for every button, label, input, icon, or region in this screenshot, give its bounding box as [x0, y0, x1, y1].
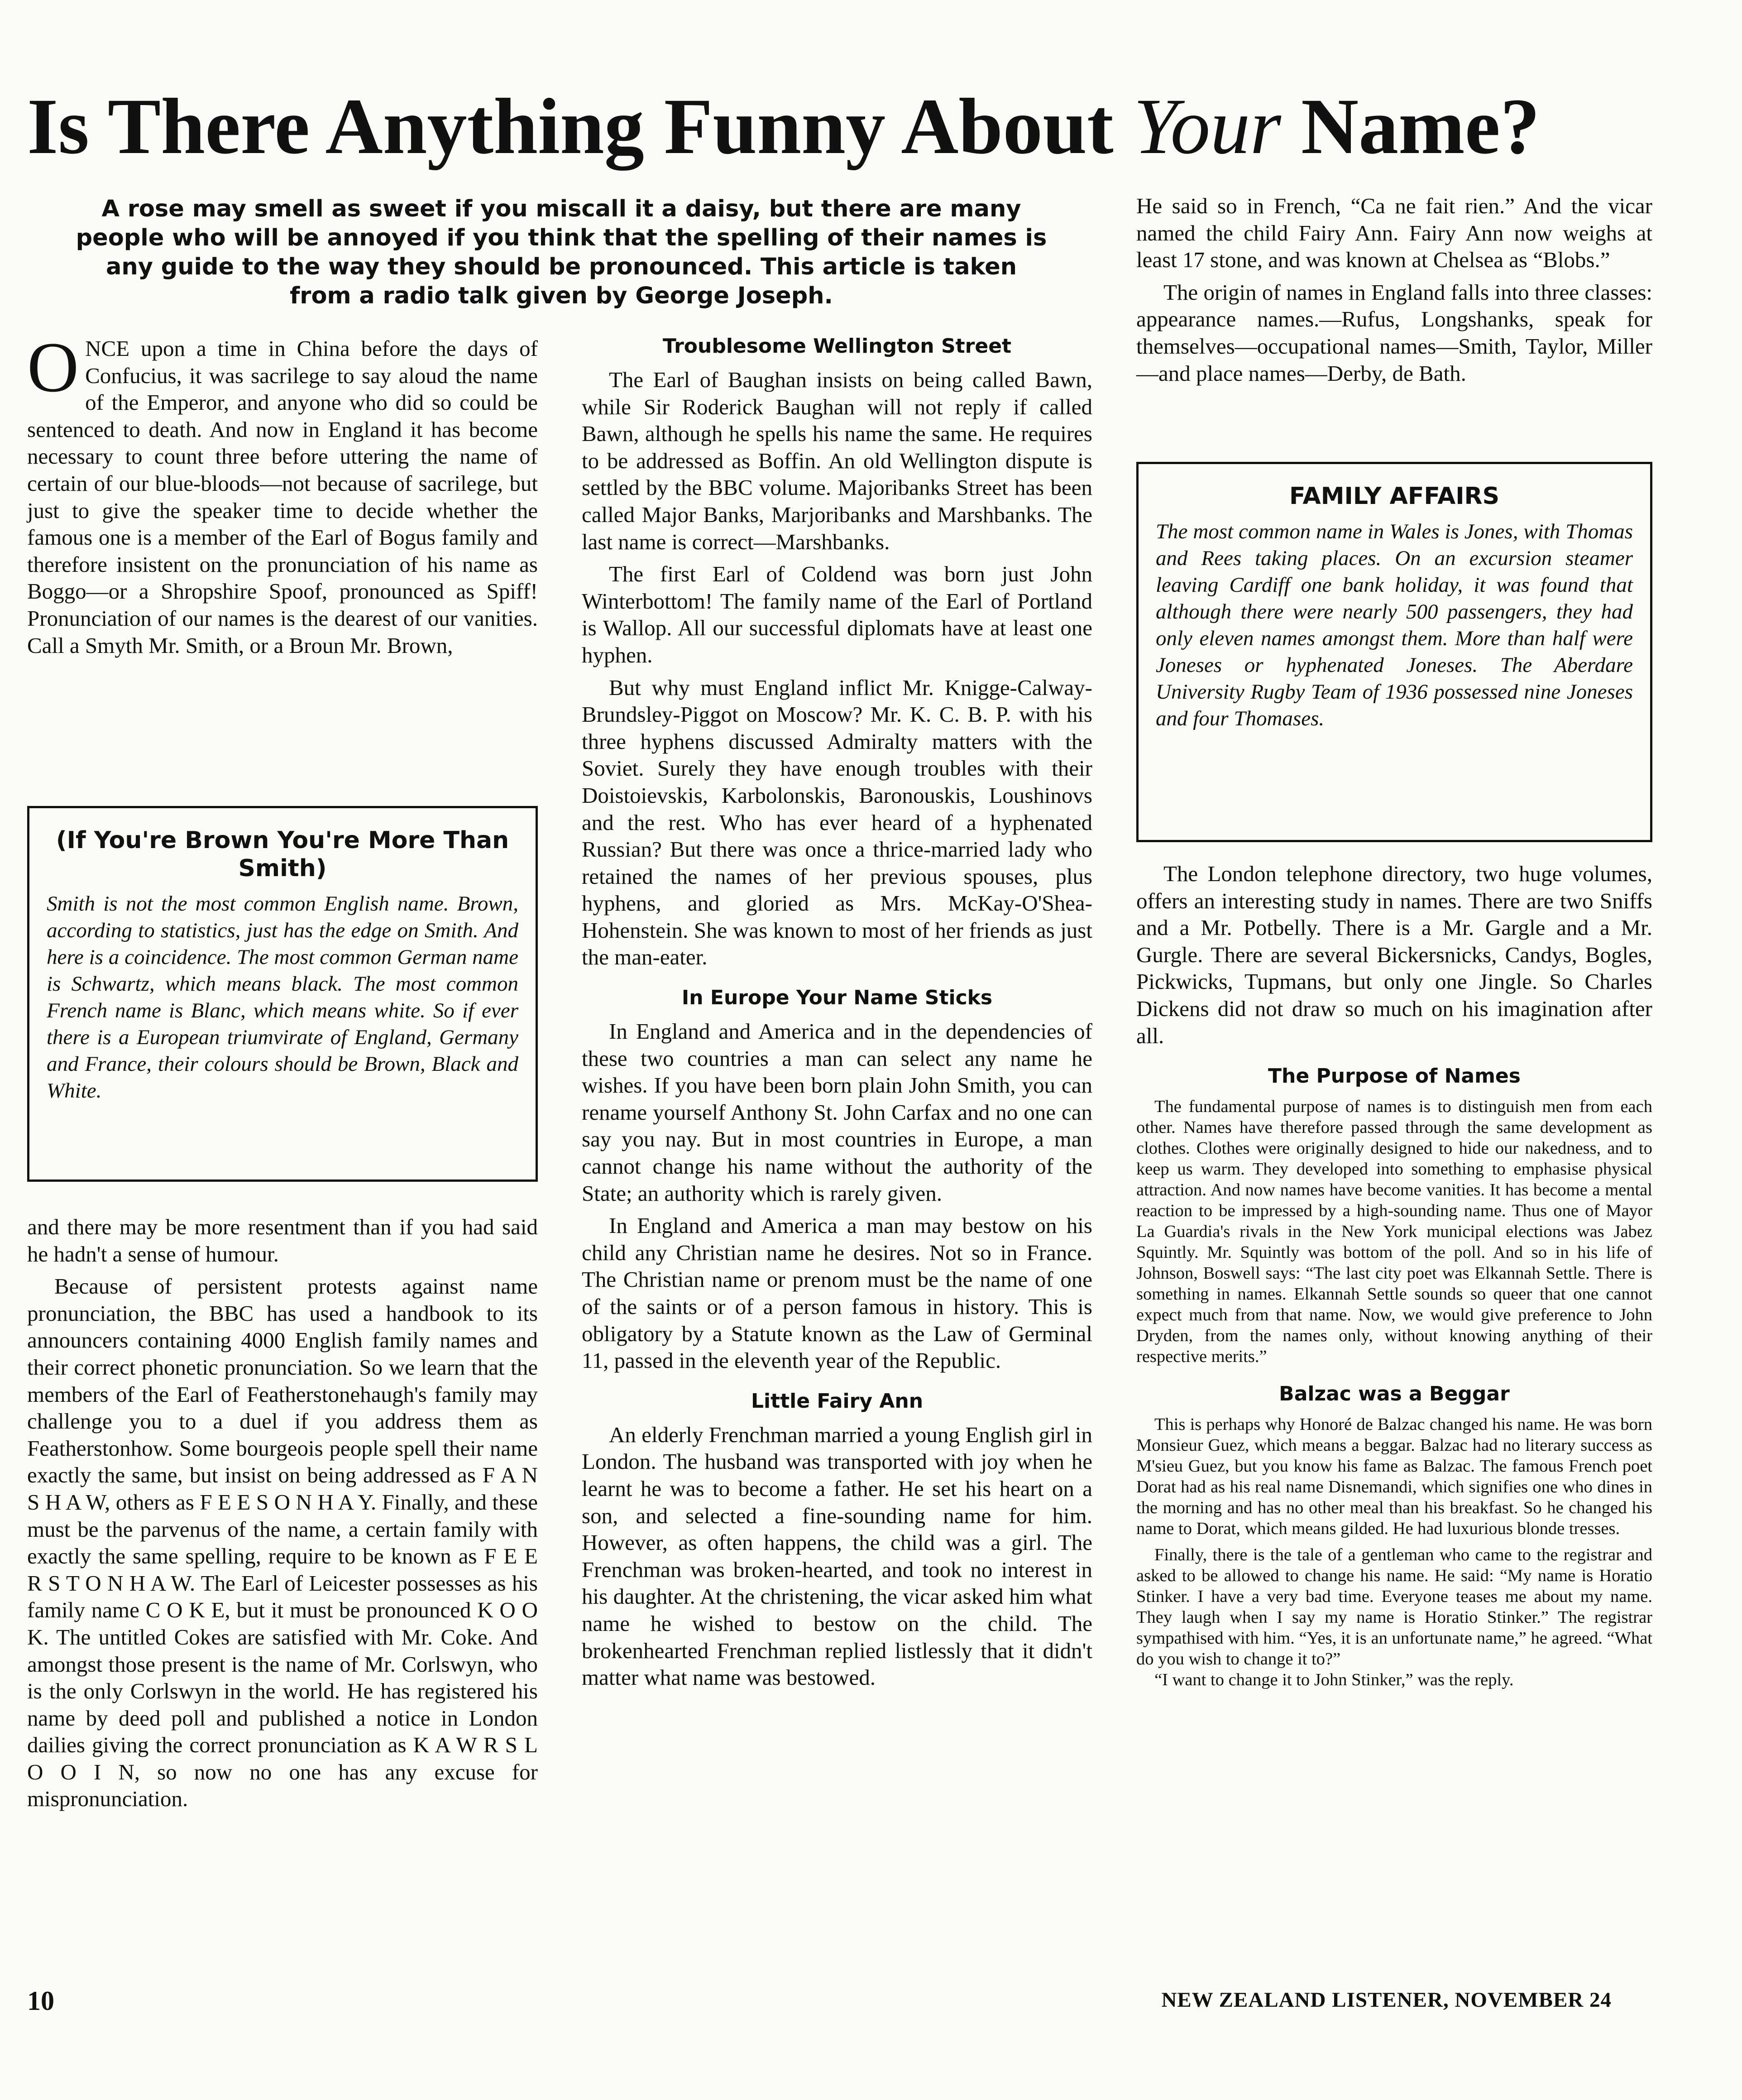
column-2 — [582, 333, 1092, 1697]
subheading-europe: In Europe Your Name Sticks — [681, 986, 993, 1010]
column-3-top — [1136, 192, 1652, 392]
page-number: 10 — [27, 1986, 54, 2016]
bbc-paragraph: Because of persistent protests against name pronunciation, the BBC has used a handbook to its announcers containing 4000 English family names and their correct phonetic pronunciation. So we learn that the members of the Earl of Featherstonehaugh's family may challenge you to a duel if you address them as Featherstonhow. Some bourgeois people spell their name exactly the same, but insist on being addressed as F A N S H A W, others as F E E S O N H A Y. Finally, and these must be the parvenus of the name, a certain family with exactly the same spelling, require to be known as F E E R S T O N H A W. The Earl of Leicester possesses as his family name C O K E, but it must be pronounced K O O K. The untitled Cokes are satisfied with Mr. Coke. And amongst those present is the name of Mr. Corlswyn, who is the only Corlswyn in the world. He has registered his name by deed poll and published a notice in London dailies giving the correct pronunciation as K A W R S L O O I N, so now no one has any excuse for mispronunciation. — [27, 1274, 538, 1812]
title-italic: Your — [1133, 82, 1281, 171]
small-paragraph-2: This is perhaps why Honoré de Balzac changed his name. He was born Monsieur Guez, which means a beggar. Balzac had no literary success as M'sieu Guez, but you know his fame as Balzac. The famous French poet Dorat had as his real name Disnemandi, which signifies one who dines in the morning and has no other meal than his breakfast. So he changed his name to Dorat, which means gilded. He had luxurious blonde tresses. — [1136, 1415, 1652, 1539]
sidebar-box-family-affairs — [1136, 462, 1652, 842]
col3-paragraph-3: The London telephone directory, two huge volumes, offers an interesting study in names. There are two Sniffs and a Mr. Potbelly. There is a Mr. Gargle and a Mr. Gurgle. There are several Bickersnicks, Candys, Bogles, Pickwicks, Tupmans, but only one Jingle. So Charles Dickens did not draw so much on his imagination after all. — [1136, 861, 1652, 1048]
subheading-balzac: Balzac was a Beggar — [1279, 1382, 1510, 1406]
column-3-bottom — [1136, 860, 1652, 1690]
col2-paragraph-6: An elderly Frenchman married a young English girl in London. The husband was transported with joy when he learnt he was to become a father. He set his heart on a son, and selected a fine-sounding name for him. However, as often happens, the child was a girl. The Frenchman was broken-hearted, and took no interest in his daughter. At the christening, the vicar asked him what name he wished to bestow on the child. The brokenhearted Frenchman replied listlessly that it didn't matter what name was bestowed. — [582, 1422, 1092, 1690]
subheading-wellington: Troublesome Wellington Street — [662, 335, 1012, 358]
title-part1: Is There Anything Funny About — [27, 82, 1134, 171]
col3-paragraph-1: He said so in French, “Ca ne fait rien.” And the vicar named the child Fairy Ann. Fairy Ann now weighs at least 17 stone, and was known at Chelsea as “Blobs.” — [1136, 193, 1652, 273]
col2-paragraph-1: The Earl of Baughan insists on being called Bawn, while Sir Roderick Baughan will not reply if called Bawn, although he spells his name the same. He requires to be addressed as Boffin. An old Wellington dispute is settled by the BBC volume. Majoribanks Street has been called Major Banks, Marjoribanks and Marshbanks. The last name is correct—Marshbanks. — [582, 367, 1092, 554]
title-part2: Name? — [1281, 82, 1540, 171]
publication-footer: NEW ZEALAND LISTENER, NOVEMBER 24 — [1161, 1988, 1612, 2012]
col3-paragraph-2: The origin of names in England falls into three classes: appearance names.—Rufus, Longshanks, speak for themselves—occupational names—Smith, Taylor, Miller—and place names—Derby, de Bath. — [1136, 279, 1652, 386]
small-paragraph-1: The fundamental purpose of names is to distinguish men from each other. Names have therefore passed through the same development as clothes. Clothes were originally designed to hide our nakedness, and to keep us warm. They developed into something to emphasise physical attraction. And now names have become vanities. It has become a mental reaction to be impressed by a high-sounding name. Thus one of Mayor La Guardia's rivals in the New York municipal elections was Jabez Squintly. Mr. Squintly was bottom of the poll. And so in his life of Johnson, Boswell says: “The last city poet was Elkannah Settle. There is something in names. Elkannah Settle sounds so queer that one cannot expect much from that name. Now, we would give preference to John Dryden, from the names only, without knowing anything of their respective merits.” — [1136, 1097, 1652, 1366]
subheading-fairy-ann: Little Fairy Ann — [751, 1389, 924, 1413]
column-1-top — [27, 328, 538, 664]
small-text-block-1 — [1136, 1096, 1652, 1367]
column-1-bottom — [27, 1213, 538, 1818]
intro-paragraph — [27, 328, 538, 659]
col2-paragraph-3: But why must England inflict Mr. Knigge-Calway-Brundsley-Piggot on Moscow? Mr. K. C. B. P. with his three hyphens discussed Admiralty matters with the Soviet. Surely they have enough troubles with their Doistoievskis, Karbolonskis, Baronouskis, Loushinovs and the rest. Who has ever heard of a hyphenated Russian? But there was once a thrice-married lady who retained the names of her previous spouses, plus hyphens, and gloried as Mrs. McKay-O'Shea-Hohenstein. She was known to most of her friends as just the man-eater. — [582, 675, 1092, 970]
drop-cap: O — [27, 328, 79, 407]
after-box-text: and there may be more resentment than if you had said he hadn't a sense of humour. — [27, 1214, 538, 1266]
col2-paragraph-5: In England and America a man may bestow on his child any Christian name he desires. Not so in France. The Christian name or prenom must be the name of one of the saints or of a person famous in history. This is obligatory by a Statute known as the Law of Germinal 11, passed in the eleventh year of the Republic. — [582, 1213, 1092, 1373]
box-heading-family: FAMILY AFFAIRS — [1289, 483, 1500, 510]
standfirst: A rose may smell as sweet if you miscall it a daisy, but there are many people who will be annoyed if you think that the spelling of their names is any guide to the way they should be pronounced. This article is taken from a radio talk given by George Joseph. — [76, 196, 1047, 309]
article-title — [27, 82, 1720, 172]
box-body-family: The most common name in Wales is Jones, with Thomas and Rees taking places. On an excursion steamer leaving Cardiff one bank holiday, it was found that although there were nearly 500 passengers, they had only eleven names amongst them. More than half were Joneses or hyphenated Joneses. The Aberdare University Rugby Team of 1936 possessed nine Joneses and four Thomases. — [1156, 520, 1633, 730]
subheading-purpose: The Purpose of Names — [1268, 1064, 1521, 1088]
col2-paragraph-2: The first Earl of Coldend was born just John Winterbottom! The family name of the Earl of Portland is Wallop. All our successful diplomats have at least one hyphen. — [582, 561, 1092, 667]
intro-text: NCE upon a time in China before the days of Confucius, it was sacrilege to say aloud the name of the Emperor, and anyone who did so could be sentenced to death. And now in England it has become necessary to count three before uttering the name of certain of our blue-bloods—not because of sacrilege, but just to give the speaker time to decide whether the famous one is a member of the Earl of Bogus family and therefore insistent on the pronunciation of his name as Boggo—or a Shropshire Spoof, pronounced as Spiff! Pronunciation of our names is the dearest of our vanities. Call a Smyth Mr. Smith, or a Broun Mr. Brown, — [27, 336, 538, 658]
box-heading-brown: (If You're Brown You're More Than Smith) — [56, 827, 509, 882]
box-body-brown: Smith is not the most common English name. Brown, according to statistics, just has the edge on Smith. And here is a coincidence. The most common German name is Schwartz, which means black. The most common French name is Blanc, which means white. So if ever there is a European triumvirate of England, Germany and France, their colours should be Brown, Black and White. — [47, 892, 518, 1103]
small-paragraph-3: Finally, there is the tale of a gentleman who came to the registrar and asked to be allowed to change his name. He said: “My name is Horatio Stinker. I have a very bad time. Everyone teases me about my name. They laugh when I say my name is Horatio Stinker.” The registrar sympathised with him. “Yes, it is an unfortunate name,” he agreed. “What do you wish to change it to?” — [1136, 1545, 1652, 1669]
small-text-block-2 — [1136, 1414, 1652, 1690]
small-paragraph-4: “I want to change it to John Stinker,” was the reply. — [1154, 1670, 1514, 1690]
sidebar-box-brown — [27, 806, 538, 1182]
col2-paragraph-4: In England and America and in the dependencies of these two countries a man can select any name he wishes. If you have been born plain John Smith, you can rename yourself Anthony St. John Carfax and no one can say you nay. But in most countries in Europe, a man cannot change his name without the authority of the State; an authority which is rarely given. — [582, 1019, 1092, 1206]
